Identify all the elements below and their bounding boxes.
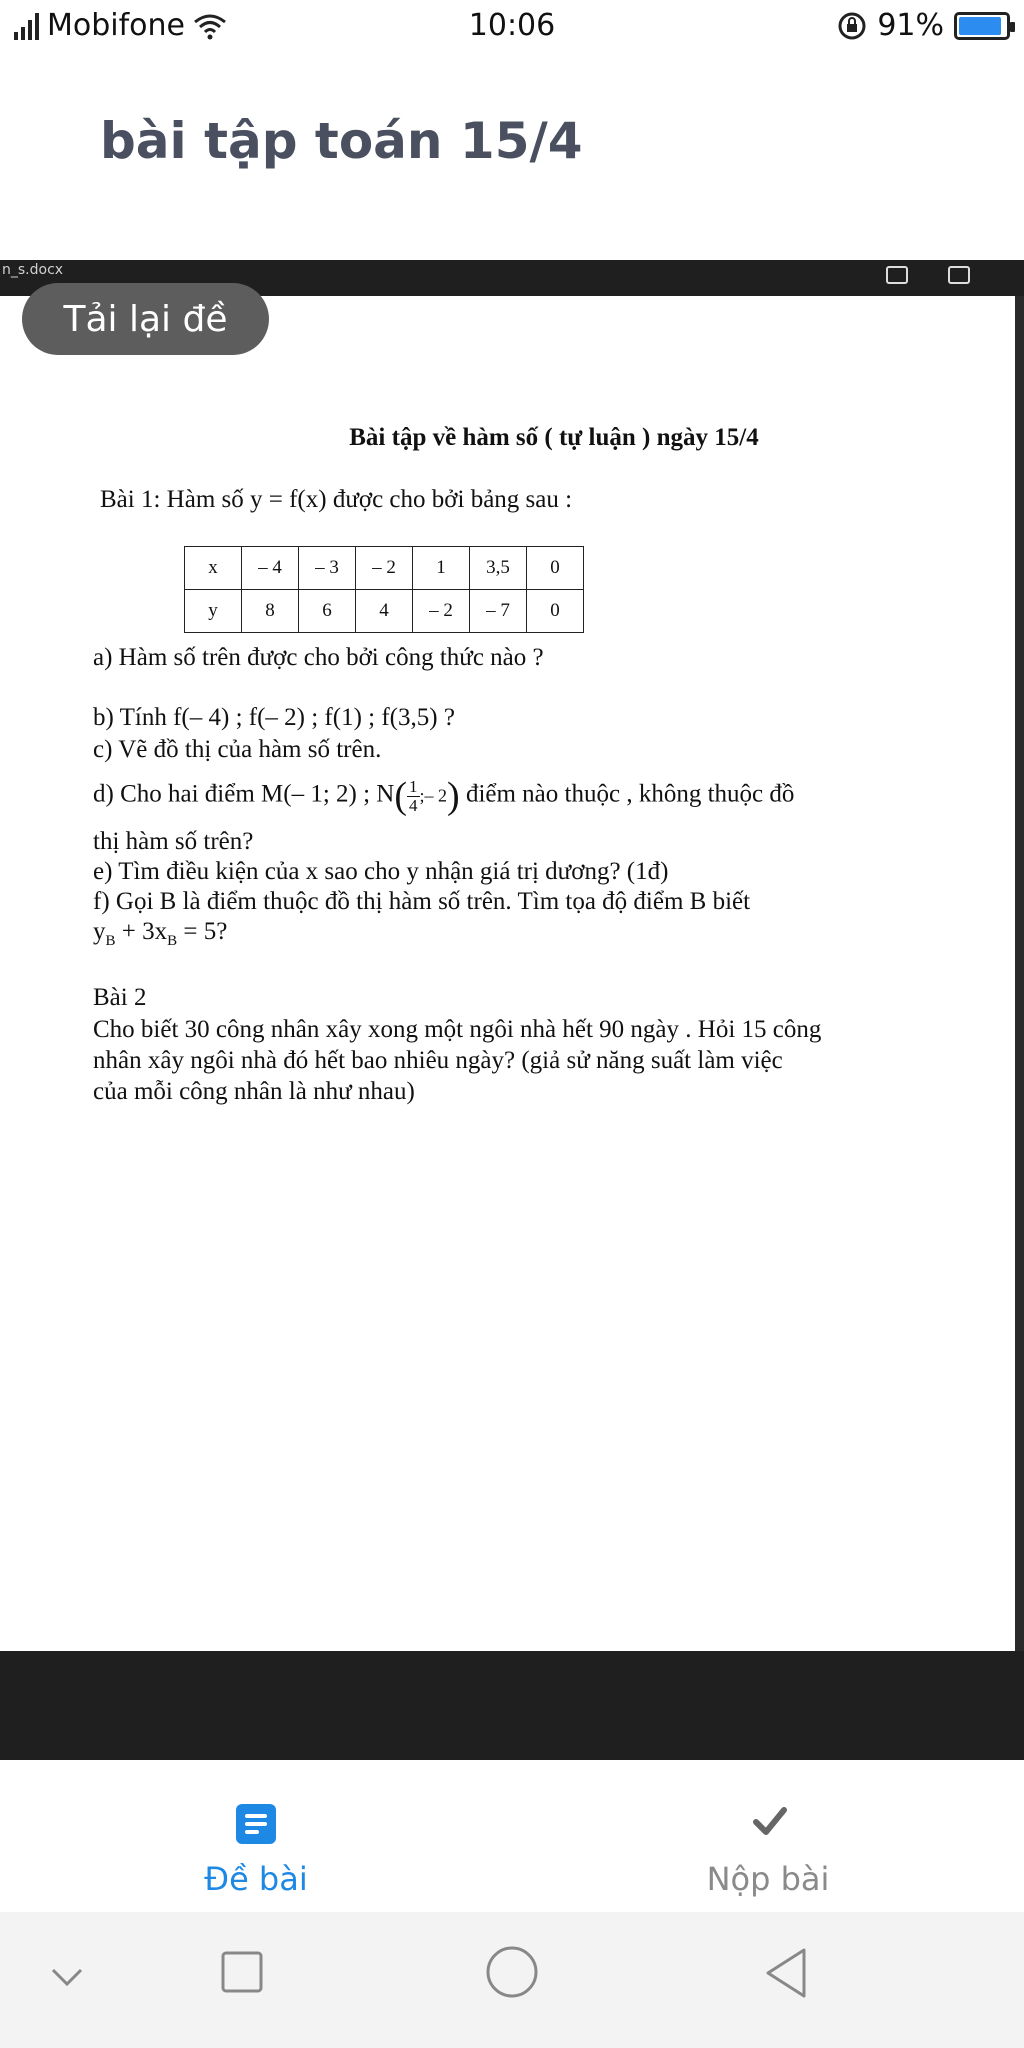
table-cell: 0 <box>527 547 584 590</box>
home-circle-icon[interactable] <box>484 1944 540 2000</box>
tab-de-bai[interactable] <box>0 1760 512 1912</box>
bai2-line3: của mỗi công nhân là như nhau) <box>93 1078 415 1105</box>
eq-end: = 5? <box>177 918 228 945</box>
recents-square-icon[interactable] <box>220 1950 264 1994</box>
question-f: f) Gọi B là điểm thuộc đồ thị hàm số trên. Tìm tọa độ điểm B biết <box>93 888 751 915</box>
question-d-text: d) Cho hai điểm M(– 1; 2) ; N <box>93 780 395 808</box>
value-table <box>184 546 584 633</box>
table-cell: – 7 <box>470 590 527 633</box>
bottom-tab-bar <box>0 1760 1024 1912</box>
battery-percent: 91% <box>877 8 944 43</box>
table-row <box>185 590 584 633</box>
table-cell: 0 <box>527 590 584 633</box>
bai2-line2: nhân xây ngôi nhà đó hết bao nhiêu ngày? (giả sử năng suất làm việc <box>93 1047 783 1074</box>
viewer-bottom-bar <box>0 1651 1024 1760</box>
doc-title: Bài tập về hàm số ( tự luận ) ngày 15/4 <box>349 424 759 451</box>
print-icon[interactable] <box>886 266 908 284</box>
table-cell: – 2 <box>413 590 470 633</box>
table-cell: – 2 <box>356 547 413 590</box>
question-a: a) Hàm số trên được cho bởi công thức nào ? <box>93 644 544 671</box>
fullscreen-icon[interactable] <box>948 266 970 284</box>
checkmark-icon <box>752 1800 788 1840</box>
page-title: bài tập toán 15/4 <box>100 112 583 170</box>
paren-open: ( <box>394 775 408 817</box>
table-cell: 3,5 <box>470 547 527 590</box>
fraction-denominator: 4 <box>409 795 418 815</box>
clock: 10:06 <box>468 8 556 43</box>
eq-mid: + 3x <box>115 918 168 945</box>
question-e: e) Tìm điều kiện của x sao cho y nhận giá trị dương? (1đ) <box>93 858 669 885</box>
bai2-title: Bài 2 <box>93 984 147 1011</box>
question-c: c) Vẽ đồ thị của hàm số trên. <box>93 736 382 763</box>
eq-y: y <box>93 918 106 945</box>
table-cell: – 3 <box>299 547 356 590</box>
system-nav-bar <box>0 1912 1024 2048</box>
question-f-equation <box>93 918 227 950</box>
paren-close: ) <box>447 775 460 817</box>
document-icon <box>236 1804 276 1844</box>
battery-icon <box>954 12 1010 40</box>
fraction <box>407 778 420 815</box>
table-cell: – 4 <box>242 547 299 590</box>
table-cell: x <box>185 547 242 590</box>
question-d <box>93 774 794 818</box>
chevron-down-icon[interactable] <box>50 1966 84 1988</box>
tab-nop-bai-label: Nộp bài <box>706 1860 830 1898</box>
rotation-lock-icon <box>837 11 867 41</box>
back-triangle-icon[interactable] <box>762 1946 810 2000</box>
viewer-edge <box>1015 296 1024 1651</box>
table-cell: 6 <box>299 590 356 633</box>
bai2-line1: Cho biết 30 công nhân xây xong một ngôi nhà hết 90 ngày . Hỏi 15 công <box>93 1016 822 1043</box>
bai1-intro: Bài 1: Hàm số y = f(x) được cho bởi bảng sau : <box>100 486 573 513</box>
reload-exam-button[interactable]: Tải lại đề <box>22 283 269 355</box>
status-bar <box>0 0 1024 54</box>
eq-sub1: B <box>105 933 116 949</box>
question-d-post: điểm nào thuộc , không thuộc đồ <box>459 780 795 808</box>
battery-fill <box>959 17 1001 35</box>
eq-sub2: B <box>167 933 178 949</box>
table-cell: 8 <box>242 590 299 633</box>
viewer-filename: n_s.docx <box>2 262 64 278</box>
tab-de-bai-label: Đề bài <box>204 1860 308 1898</box>
table-cell: 4 <box>356 590 413 633</box>
tab-nop-bai[interactable] <box>512 1760 1024 1912</box>
table-cell: y <box>185 590 242 633</box>
fraction-numerator: 1 <box>409 776 418 796</box>
carrier-name: Mobifone <box>47 8 186 43</box>
n-coordinate: ;– 2 <box>419 785 448 806</box>
table-row <box>185 547 584 590</box>
table-cell: 1 <box>413 547 470 590</box>
question-b: b) Tính f(– 4) ; f(– 2) ; f(1) ; f(3,5) ? <box>93 704 455 731</box>
question-d-line2: thị hàm số trên? <box>93 828 254 855</box>
